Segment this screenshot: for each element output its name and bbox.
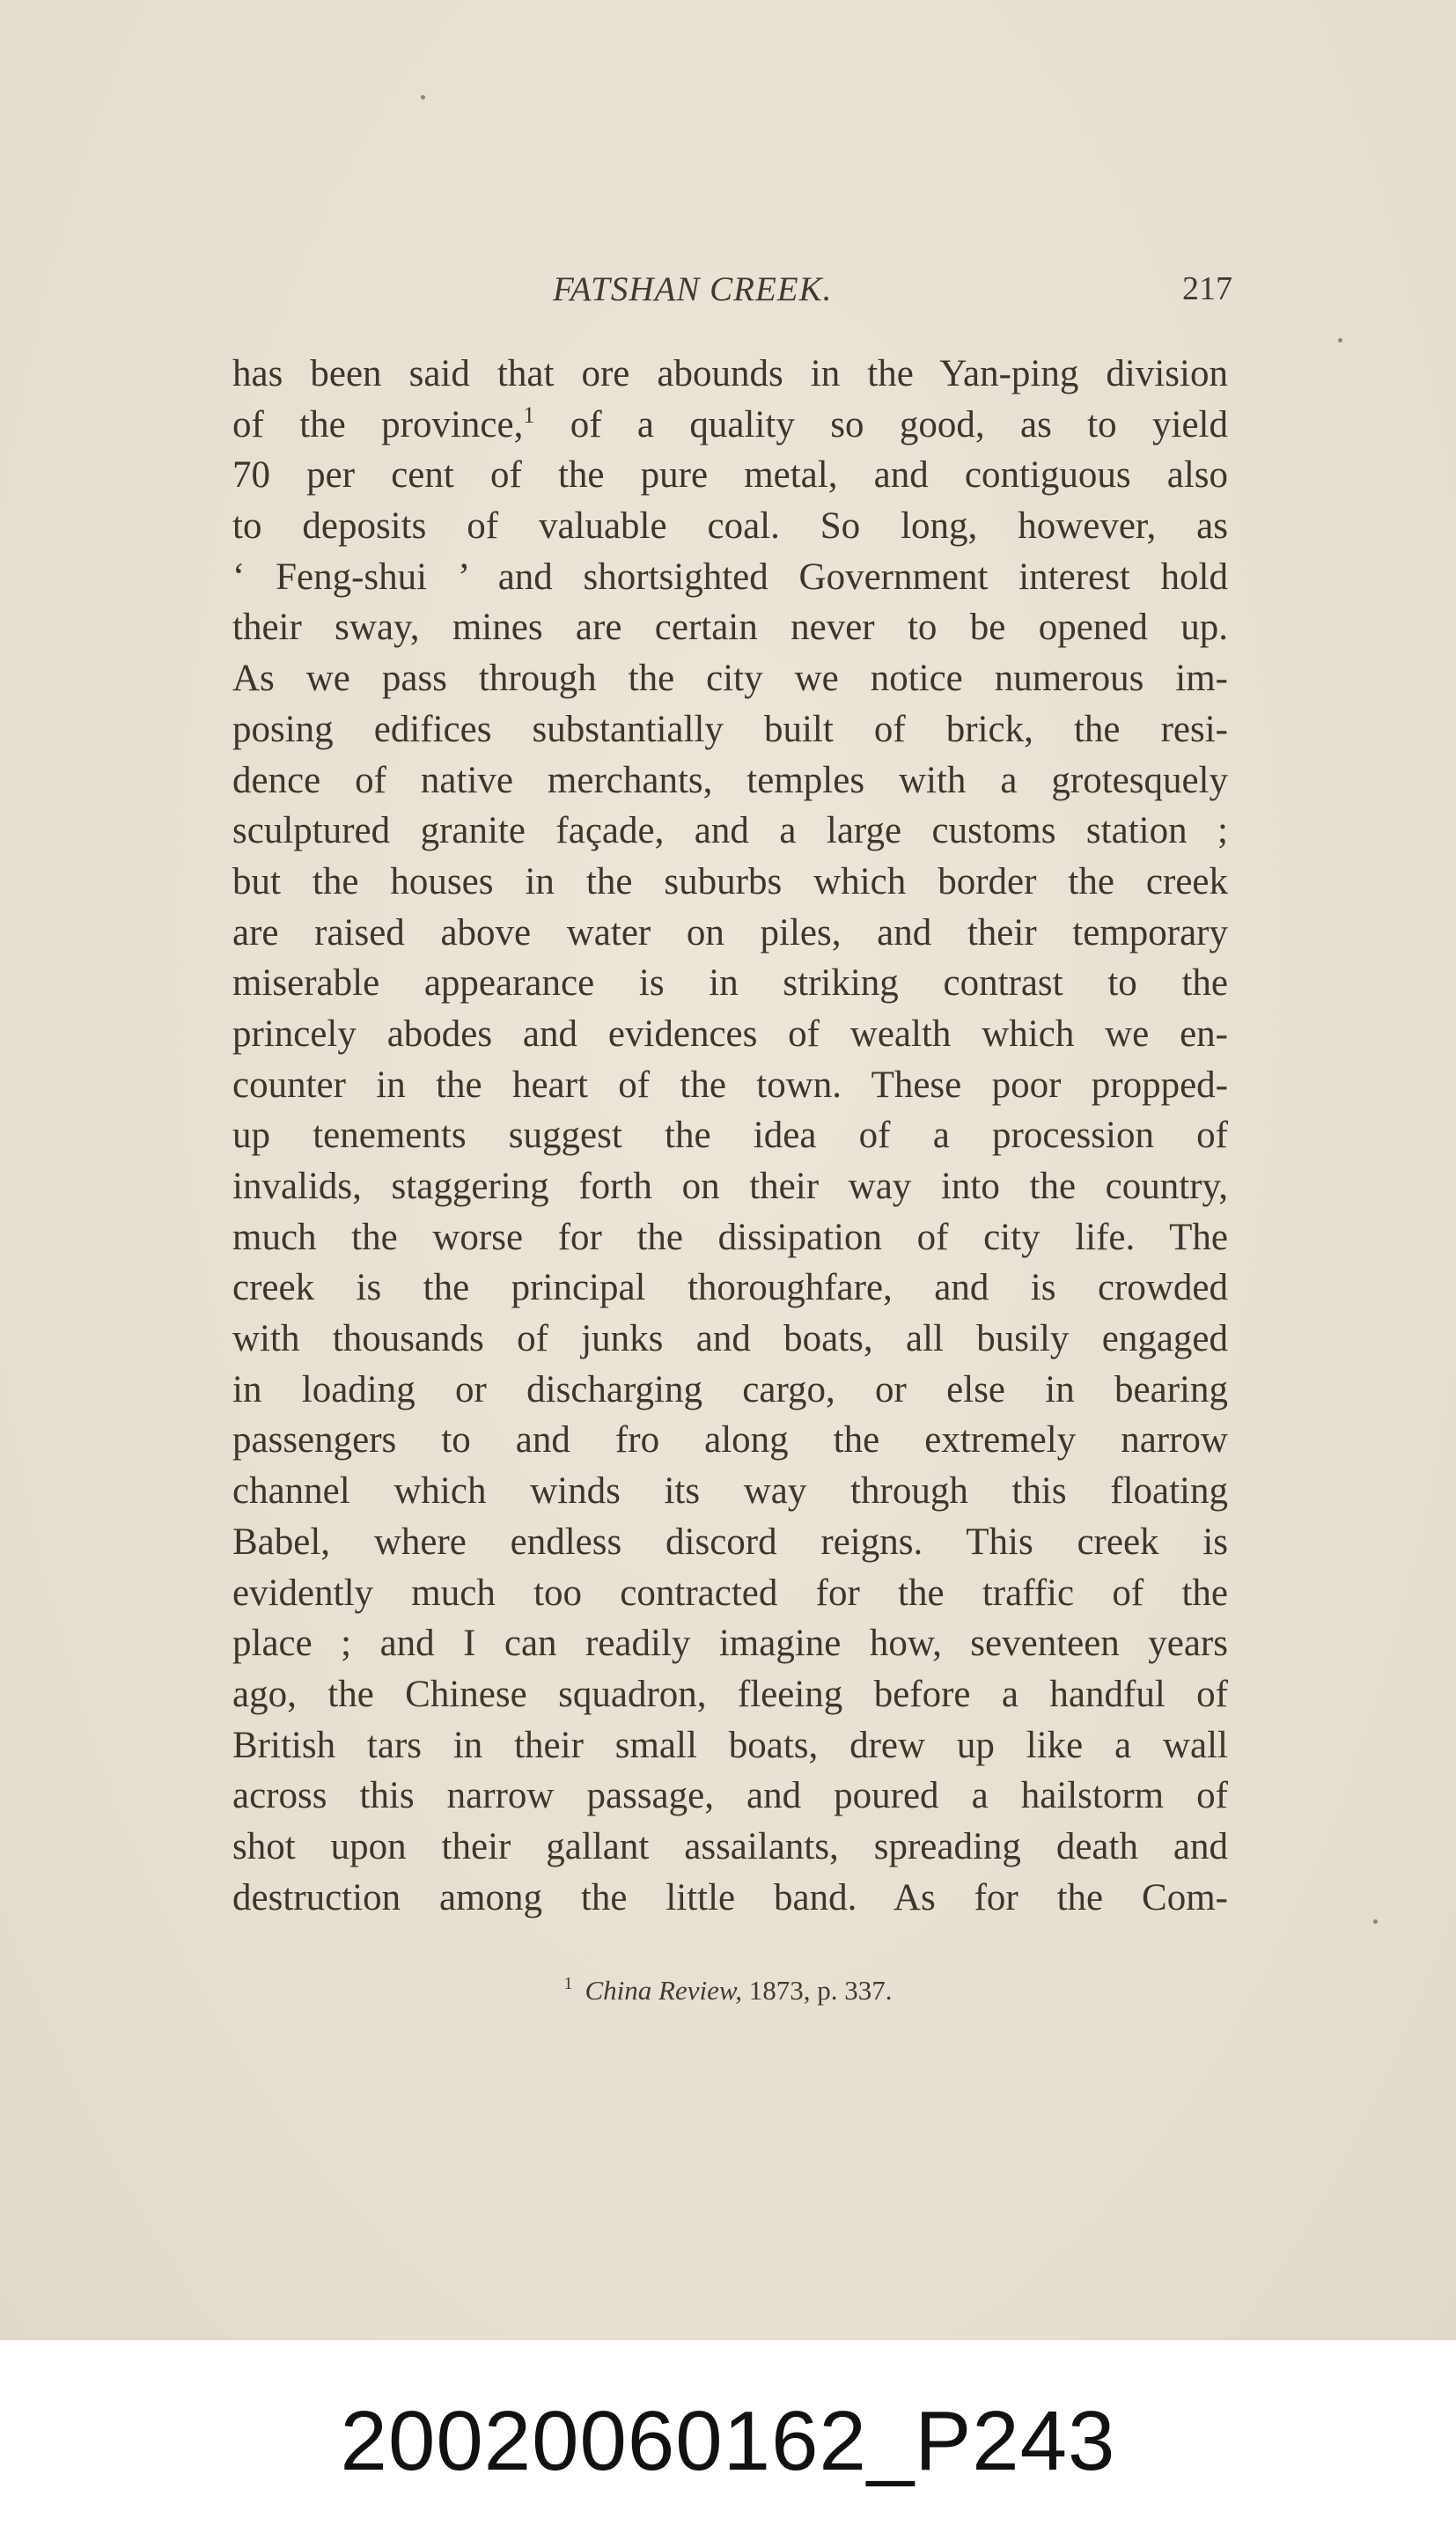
text-line: ago, the Chinese squadron, fleeing before a handful of	[232, 1673, 1228, 1715]
text-line: across this narrow passage, and poured a hailstorm of	[232, 1775, 1228, 1817]
body-text	[232, 349, 1228, 1923]
footnote-marker: 1	[563, 1974, 573, 1993]
text-line: destruction among the little band. As for the Com-	[232, 1876, 1228, 1918]
footnote-reference: 1	[523, 401, 535, 428]
text-line: dence of native merchants, temples with a grotesquely	[232, 759, 1228, 801]
image-identifier-caption: 20020060162_P243	[340, 2394, 1116, 2488]
text-line: miserable appearance is in striking contrast to the	[232, 962, 1228, 1005]
paper-speck	[1338, 338, 1342, 342]
running-head	[0, 269, 1456, 313]
running-title: FATSHAN CREEK.	[553, 270, 833, 308]
text-line: up tenements suggest the idea of a procession of	[232, 1115, 1228, 1157]
text-line: to deposits of valuable coal. So long, however, as	[232, 505, 1228, 548]
footnote-journal: China Review,	[585, 1975, 742, 2006]
text-line: has been said that ore abounds in the Yan-ping division	[232, 353, 1228, 394]
text-line: princely abodes and evidences of wealth which we en-	[232, 1013, 1228, 1055]
text-line: place ; and I can readily imagine how, seventeen years	[232, 1623, 1228, 1665]
text-line: Babel, where endless discord reigns. This creek is	[232, 1521, 1228, 1563]
text-line-start: of the province,	[232, 403, 524, 446]
text-line: passengers to and fro along the extremely narrow	[232, 1419, 1228, 1462]
footnote-citation: 1873, p. 337.	[748, 1975, 893, 2006]
text-line: creek is the principal thoroughfare, and is crowded	[232, 1267, 1228, 1309]
text-line: much the worse for the dissipation of city life. The	[232, 1216, 1228, 1258]
text-line: As we pass through the city we notice numerous im-	[232, 658, 1228, 700]
text-line: channel which winds its way through this floating	[232, 1470, 1228, 1513]
text-line: British tars in their small boats, drew up like a wall	[232, 1724, 1228, 1766]
text-line: are raised above water on piles, and their temporary	[232, 911, 1228, 954]
text-line: their sway, mines are certain never to be opened up.	[232, 607, 1228, 649]
text-line-end: of a quality so good, as to yield	[570, 403, 1228, 446]
text-line: evidently much too contracted for the traffic of the	[232, 1572, 1228, 1614]
text-line: but the houses in the suburbs which border the creek	[232, 860, 1228, 902]
text-line: in loading or discharging cargo, or else in bearing	[232, 1368, 1228, 1410]
text-line: counter in the heart of the town. These poor propped-	[232, 1064, 1228, 1106]
text-line: with thousands of junks and boats, all busily engaged	[232, 1318, 1228, 1360]
text-line: invalids, staggering forth on their way into the country,	[232, 1166, 1228, 1207]
text-line: sculptured granite façade, and a large customs station ;	[232, 810, 1228, 852]
footnote	[0, 1974, 1456, 2007]
paper-speck	[421, 95, 425, 99]
text-line-with-footnote-ref	[232, 400, 1228, 451]
text-line: shot upon their gallant assailants, spreading death and	[232, 1825, 1228, 1867]
paper-speck	[1373, 1919, 1378, 1924]
text-line: 70 per cent of the pure metal, and contiguous also	[232, 454, 1228, 497]
text-line: posing edifices substantially built of brick, the resi-	[232, 708, 1228, 750]
page-number: 217	[1182, 270, 1232, 307]
text-line: ‘ Feng-shui ’ and shortsighted Government interest hold	[232, 556, 1228, 598]
